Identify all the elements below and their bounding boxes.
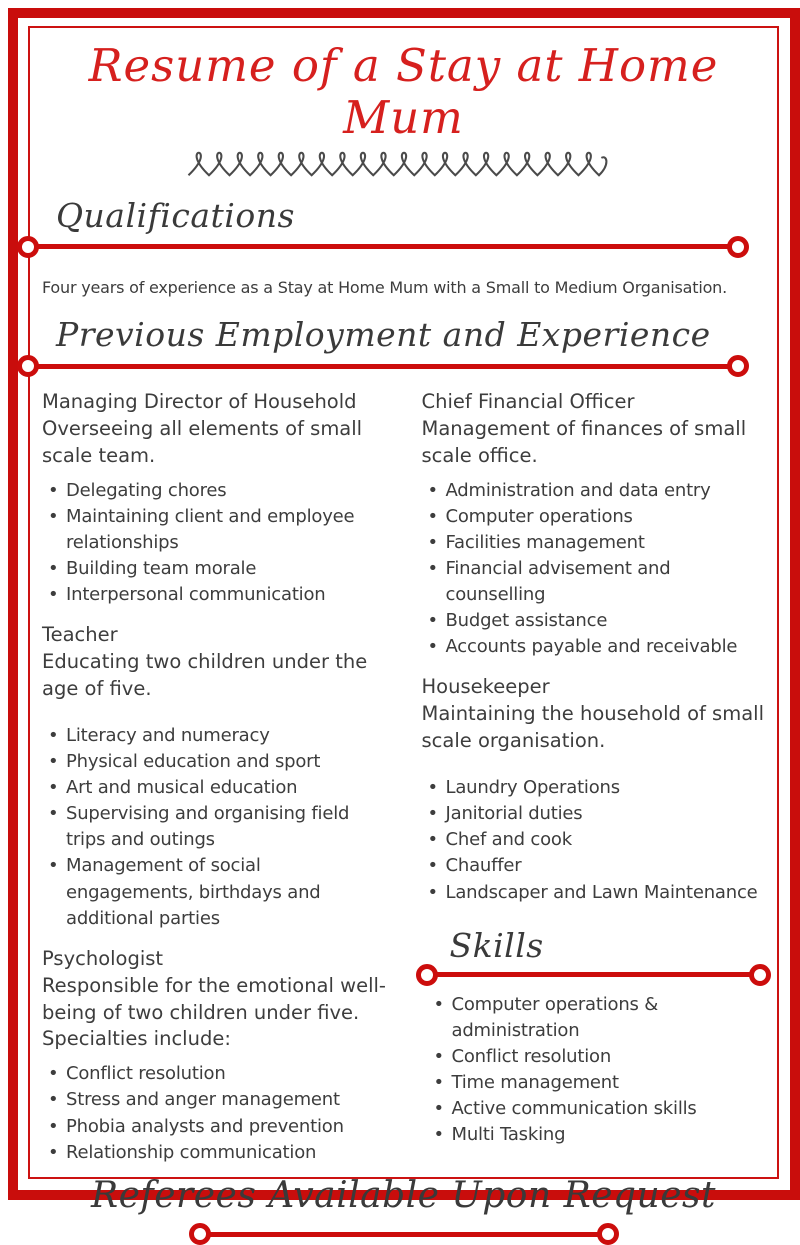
bullet-item: • Supervising and organising field trips and outings	[48, 801, 388, 853]
ring-endpoint-icon	[597, 1223, 619, 1245]
job-title: Chief Financial Officer	[421, 390, 635, 414]
ring-endpoint-icon	[189, 1223, 211, 1245]
skills-heading: Skills	[449, 925, 544, 965]
bullet-item: • Financial advisement and counselling	[428, 556, 768, 608]
bullet-item: • Literacy and numeracy	[48, 723, 388, 749]
ring-endpoint-icon	[17, 236, 39, 258]
bullet-item: • Laundry Operations	[428, 775, 768, 801]
bullet-item: • Administration and data entry	[428, 478, 768, 504]
bullet-item: • Conflict resolution	[48, 1061, 388, 1087]
bullet-item: • Stress and anger management	[48, 1087, 388, 1113]
job-bullet-list	[42, 723, 388, 932]
bullet-item: • Landscaper and Lawn Maintenance	[428, 880, 768, 906]
divider-bar	[208, 1232, 600, 1237]
bullet-item: • Computer operations & administration	[434, 992, 768, 1044]
skills-section	[422, 925, 768, 1149]
job-title: Teacher	[42, 623, 118, 647]
experience-heading: Previous Employment and Experience	[56, 314, 711, 354]
section-divider	[189, 1223, 619, 1245]
skills-bullet-list	[422, 992, 768, 1149]
left-column	[42, 387, 388, 1166]
job-bullet-list	[42, 478, 388, 608]
bullet-item: • Delegating chores	[48, 478, 388, 504]
divider-bar	[36, 244, 730, 249]
job-description: Educating two children under the age of five.	[42, 650, 368, 701]
bullet-item: • Multi Tasking	[434, 1122, 768, 1148]
bullet-item: • Maintaining client and employee relationships	[48, 504, 388, 556]
bullet-item: • Physical education and sport	[48, 749, 388, 775]
bullet-item: • Conflict resolution	[434, 1044, 768, 1070]
bullet-item: • Computer operations	[428, 504, 768, 530]
footer-section	[30, 1176, 777, 1245]
flourish-row	[30, 150, 777, 182]
bullet-item: • Building team morale	[48, 556, 388, 582]
referees-heading: Referees Available Upon Request	[91, 1174, 716, 1216]
right-column	[422, 387, 768, 1166]
bullet-item: • Budget assistance	[428, 608, 768, 634]
bullet-item: • Time management	[434, 1070, 768, 1096]
job-cfo	[422, 389, 768, 660]
job-psychologist	[42, 946, 388, 1166]
job-bullet-list	[42, 1061, 388, 1165]
job-title: Managing Director of Household	[42, 390, 357, 414]
content-area	[30, 28, 777, 1216]
job-teacher	[42, 622, 388, 931]
job-title: Housekeeper	[421, 675, 550, 699]
divider-bar	[435, 972, 753, 977]
job-bullet-list	[422, 775, 768, 905]
job-housekeeper	[422, 674, 768, 905]
bullet-item: • Active communication skills	[434, 1096, 768, 1122]
job-bullet-list	[422, 478, 768, 661]
bullet-item: • Facilities management	[428, 530, 768, 556]
divider-bar	[36, 364, 730, 369]
bullet-item: • Management of social engagements, birthdays and additional parties	[48, 853, 388, 931]
job-managing-director	[42, 389, 388, 608]
job-description: Overseeing all elements of small scale team.	[42, 417, 363, 467]
bullet-item: • Janitorial duties	[428, 801, 768, 827]
bullet-item: • Interpersonal communication	[48, 582, 388, 608]
bullet-item: • Chef and cook	[428, 827, 768, 853]
bullet-item: • Accounts payable and receivable	[428, 634, 768, 660]
job-description: Management of finances of small scale office.	[421, 417, 747, 467]
loop-flourish-icon	[184, 150, 624, 180]
ring-endpoint-icon	[416, 964, 438, 986]
section-divider	[17, 355, 749, 377]
job-title: Psychologist	[42, 946, 164, 970]
qualifications-summary: Four years of experience as a Stay at Home Mum with a Small to Medium Organisation.	[42, 277, 728, 297]
bullet-item: • Relationship communication	[48, 1140, 388, 1166]
bullet-item: • Phobia analysts and prevention	[48, 1114, 388, 1140]
ring-endpoint-icon	[727, 236, 749, 258]
page-title: Resume of a Stay at Home Mum	[88, 39, 719, 144]
section-divider	[416, 964, 772, 986]
job-description: Responsible for the emotional well-being of two children under five. Specialties include:	[42, 973, 386, 1051]
ring-endpoint-icon	[727, 355, 749, 377]
ring-endpoint-icon	[17, 355, 39, 377]
bullet-item: • Chauffer	[428, 853, 768, 879]
experience-columns	[30, 377, 777, 1166]
bullet-item: • Art and musical education	[48, 775, 388, 801]
ring-endpoint-icon	[749, 964, 771, 986]
job-description: Maintaining the household of small scale organisation.	[421, 702, 764, 753]
qualifications-heading: Qualifications	[56, 195, 295, 235]
section-divider	[17, 236, 749, 258]
